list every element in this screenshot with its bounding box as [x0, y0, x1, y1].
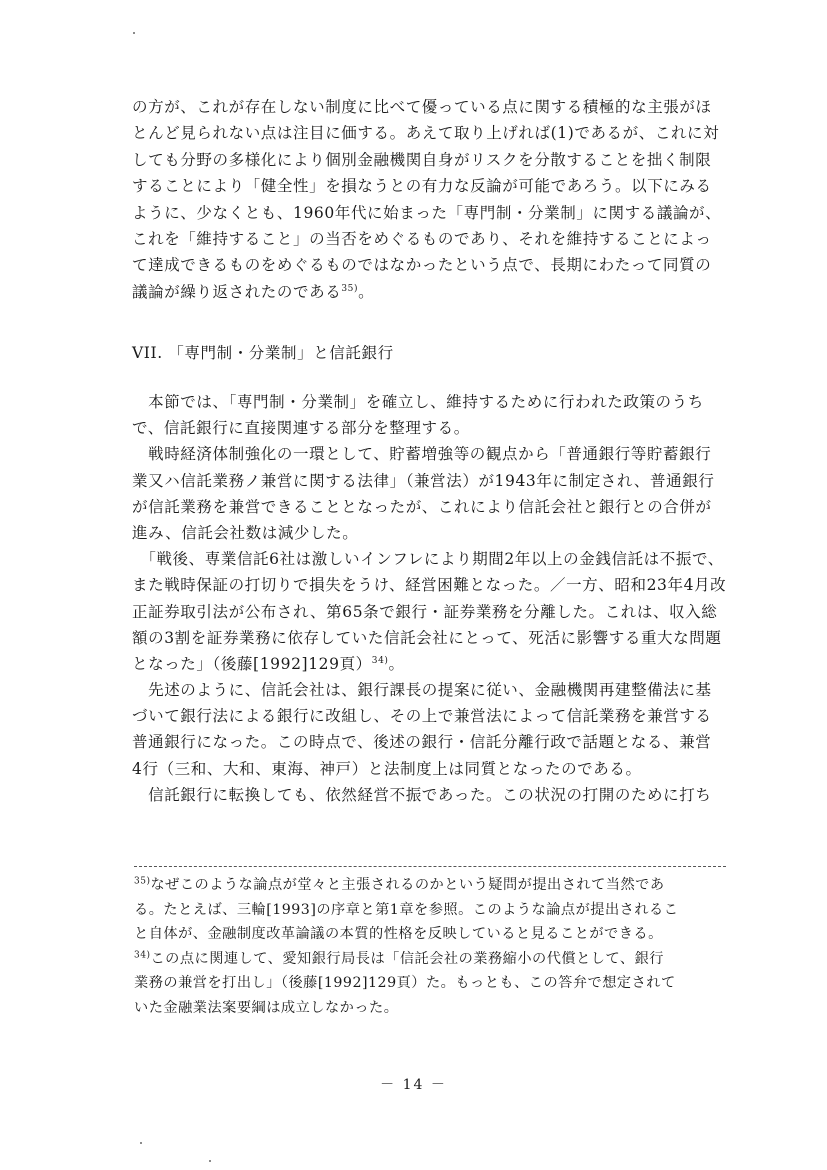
text-segment: となった」（後藤[1992]129頁） — [132, 654, 372, 673]
text-line: て達成できるものをめぐるものではなかったという点で、長期にわたって同質の — [132, 256, 712, 275]
scan-speck — [209, 1160, 211, 1162]
scan-speck — [133, 32, 135, 34]
footnote-text: いた金融業法案要綱は成立しなかった。 — [134, 999, 399, 1016]
text-line: 進み、信託会社数は減少した。 — [132, 523, 359, 542]
page-number: － 14 － — [380, 1077, 447, 1093]
scan-speck — [140, 1142, 142, 1144]
text-line: 本節では、「専門制・分業制」を確立し、維持するために行われた政策のうち — [132, 393, 704, 411]
footnote-ref-35: 35) — [341, 283, 359, 294]
text-segment: 。 — [388, 654, 405, 673]
footnote-ref-34: 34) — [371, 655, 389, 666]
text-line: とんど見られない点は注目に価する。あえて取り上げれば(1)であるが、これに対 — [132, 124, 720, 143]
footnote-text: る。たとえば、三輪[1993]の序章と第1章を参照。このような論点が提出されるこ — [134, 901, 679, 918]
footnote-separator — [134, 866, 726, 867]
text-line: 信託銀行に転換しても、依然経営不振であった。この状況の打開のために打ち — [132, 785, 712, 804]
footnote-text: この点に関連して、愛知銀行局長は「信託会社の業務縮小の代償として、銀行 — [150, 950, 664, 967]
section-heading: VII. 「専門制・分業制」と信託銀行 — [132, 344, 394, 362]
text-segment: 。 — [358, 282, 375, 301]
paragraph-intro — [132, 94, 732, 305]
footnote-text: 業務の兼営を打出し」（後藤[1992]129頁）た。もっとも、この答弁で想定されて — [134, 975, 676, 992]
text-line: これを「維持すること」の当否をめぐるものであり、それを維持することによっ — [132, 229, 712, 248]
text-line: 業又ハ信託業務ノ兼営に関する法律」（兼営法）が1943年に制定され、普通銀行 — [132, 471, 715, 490]
text-line: 正証券取引法が公布され、第65条で銀行・証券業務を分離した。これは、収入総 — [132, 602, 718, 621]
footnote-34 — [134, 947, 734, 972]
text-line: で、信託銀行に直接関連する部分を整理する。 — [132, 419, 470, 438]
text-line: 4行（三和、大和、東海、神戸）と法制度上は同質となったのである。 — [132, 759, 642, 778]
footnote-marker: 34) — [134, 950, 151, 961]
text-line: 「戦後、専業信託6社は激しいインフレにより期間2年以上の金銭信託は不振で、 — [132, 550, 724, 569]
section-body — [132, 389, 732, 808]
text-line: 先述のように、信託会社は、銀行課長の提案に従い、金融機関再建整備法に基 — [132, 681, 712, 700]
text-line: 普通銀行になった。この時点で、後述の銀行・信託分離行政で話題となる、兼営 — [132, 733, 712, 752]
footnotes — [134, 873, 734, 1021]
text-line: ように、少なくとも、1960年代に始まった「専門制・分業制」に関する議論が、 — [132, 203, 722, 222]
footnote-text: なぜこのような論点が堂々と主張されるのかという疑問が提出されて当然であ — [150, 877, 665, 893]
text-line: の方が、これが存在しない制度に比べて優っている点に関する積極的な主張がほ — [132, 98, 712, 116]
text-line: 戦時経済体制強化の一環として、貯蓄増強等の観点から「普通銀行等貯蓄銀行 — [132, 445, 712, 464]
footnote-marker: 35) — [134, 876, 151, 887]
text-line: 額の3割を証券業務に依存していた信託会社にとって、死活に影響する重大な問題 — [132, 628, 722, 647]
text-line — [132, 279, 732, 305]
text-line: することにより「健全性」を損なうとの有力な反論が可能であろう。以下にみる — [132, 177, 712, 196]
text-line: が信託業務を兼営できることとなったが、これにより信託会社と銀行との合併が — [132, 497, 712, 516]
text-segment: 議論が繰り返されたのである — [132, 282, 342, 301]
text-line: また戦時保証の打切りで損失をうけ、経営困難となった。／一方、昭和23年4月改 — [132, 576, 727, 595]
text-line — [132, 651, 732, 677]
footnote-35 — [134, 873, 734, 898]
text-line: づいて銀行法による銀行に改組し、その上で兼営法によって信託業務を兼営する — [132, 707, 712, 726]
footnote-text: と自体が、金融制度改革論議の本質的性格を反映していると見ることができる。 — [134, 926, 663, 943]
text-line: しても分野の多様化により個別金融機関自身がリスクを分散することを拙く制限 — [132, 150, 712, 169]
